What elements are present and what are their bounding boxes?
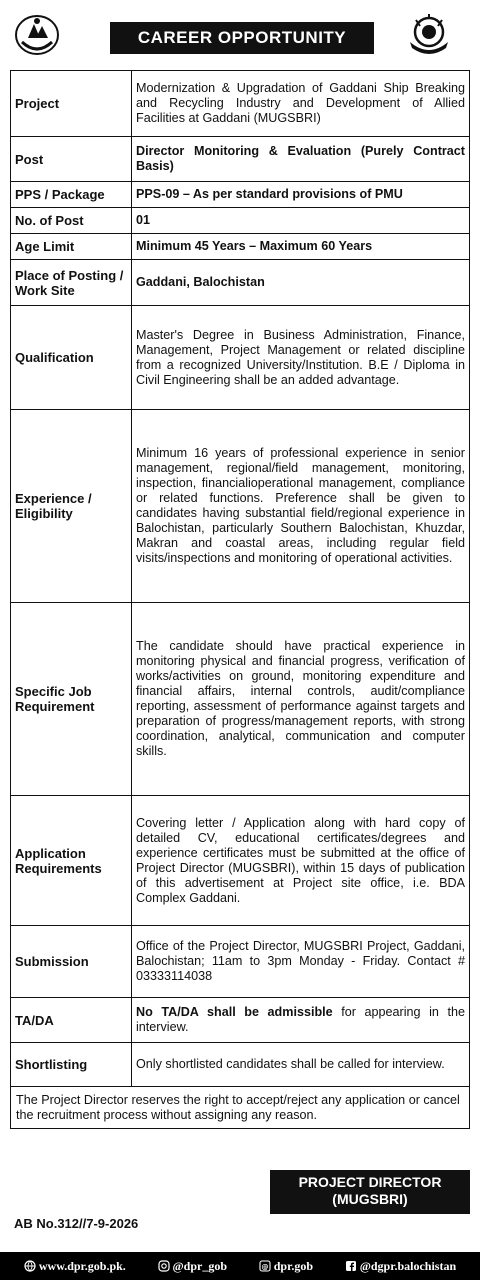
row-label: PPS / Package: [11, 182, 132, 208]
table-row: [11, 71, 470, 137]
threads-link[interactable]: @ dpr.gob: [259, 1259, 313, 1274]
table-row: [11, 306, 470, 410]
row-label: Experience / Eligibility: [11, 410, 132, 603]
row-value: Modernization & Upgradation of Gaddani Ship Breaking and Recycling Industry and Development of Allied Facilities at Gaddani (MUGSBRI): [132, 71, 470, 137]
tada-bold-text: No TA/DA shall be admissible: [136, 1005, 333, 1019]
row-value: Minimum 45 Years – Maximum 60 Years: [132, 234, 470, 260]
row-label: TA/DA: [11, 998, 132, 1043]
footer-bar: [0, 1252, 480, 1280]
table-row: [11, 603, 470, 796]
table-row: [11, 260, 470, 306]
row-label: Age Limit: [11, 234, 132, 260]
row-label: Application Requirements: [11, 796, 132, 926]
header: [0, 0, 480, 64]
row-label: Shortlisting: [11, 1043, 132, 1087]
row-value: Gaddani, Balochistan: [132, 260, 470, 306]
table-row: [11, 234, 470, 260]
row-value: Director Monitoring & Evaluation (Purely Contract Basis): [132, 137, 470, 182]
facebook-icon: [345, 1260, 357, 1272]
signature-org: (MUGSBRI): [332, 1191, 408, 1207]
table-row: [11, 926, 470, 998]
row-value: [132, 998, 470, 1043]
row-label: Post: [11, 137, 132, 182]
job-details-table: [10, 70, 470, 1129]
row-value: The candidate should have practical experience in monitoring physical and financial progress, verification of works/activities on ground, monitoring expenditure and financial affairs, internal controls, audit/compliance reporting, assessment of performance against targets and preparation of progress/management reports, with strong coordination, analytical, communication and computer skills.: [132, 603, 470, 796]
table-row: [11, 182, 470, 208]
table-row: [11, 208, 470, 234]
ad-number: AB No.312//7-9-2026: [14, 1216, 139, 1231]
svg-text:@: @: [261, 1263, 269, 1271]
disclaimer-row: [11, 1087, 470, 1129]
row-value: Minimum 16 years of professional experience in senior management, regional/field management, monitoring, inspection, financialioperational management, compliance or related functions. Preference shall be given to candidates having substantial field/regional experience in Balochistan, particularly Southern Balochistan, Khuzdar, Makran and coastal areas, including regular field visits/inspections and monitoring of operational activities.: [132, 410, 470, 603]
row-label: Qualification: [11, 306, 132, 410]
facebook-link[interactable]: @dgpr.balochistan: [345, 1259, 456, 1274]
page-title: CAREER OPPORTUNITY: [110, 22, 374, 54]
table-row: [11, 1043, 470, 1087]
instagram-link[interactable]: @dpr_gob: [158, 1259, 228, 1274]
website-link[interactable]: www.dpr.gob.pk.: [24, 1259, 126, 1274]
row-label: Place of Posting / Work Site: [11, 260, 132, 306]
row-value: Only shortlisted candidates shall be called for interview.: [132, 1043, 470, 1087]
row-label: Submission: [11, 926, 132, 998]
row-label: Project: [11, 71, 132, 137]
table-row: [11, 998, 470, 1043]
tada-rest-text: for appearing in the interview.: [136, 1005, 465, 1034]
signature-title: PROJECT DIRECTOR: [298, 1174, 442, 1190]
table-row: [11, 410, 470, 603]
row-value: Covering letter / Application along with hard copy of detailed CV, educational certificates/degrees and experience certificates must be submitted at the office of Project Director (MUGSBRI), within 15 days of publication of this advertisement at Project site office, i.e. BDA Complex Gaddani.: [132, 796, 470, 926]
instagram-icon: [158, 1260, 170, 1272]
globe-icon: [24, 1260, 36, 1272]
row-value: Master's Degree in Business Administration, Finance, Management, Project Management or related discipline from a recognized University/Institution. B.E / Diploma in Civil Engineering shall be an added advantage.: [132, 306, 470, 410]
table-row: [11, 796, 470, 926]
government-seal-logo: [14, 12, 60, 58]
disclaimer-note: The Project Director reserves the right to accept/reject any application or cancel the recruitment process without assigning any reason.: [11, 1087, 470, 1129]
row-value: PPS-09 – As per standard provisions of PMU: [132, 182, 470, 208]
signature-block: [270, 1170, 470, 1214]
row-label: No. of Post: [11, 208, 132, 234]
department-emblem-logo: [406, 12, 452, 58]
row-value: 01: [132, 208, 470, 234]
table-row: [11, 137, 470, 182]
row-label: Specific Job Requirement: [11, 603, 132, 796]
row-value: Office of the Project Director, MUGSBRI Project, Gaddani, Balochistan; 11am to 3pm Monday - Friday. Contact # 03333114038: [132, 926, 470, 998]
threads-icon: [259, 1260, 271, 1272]
